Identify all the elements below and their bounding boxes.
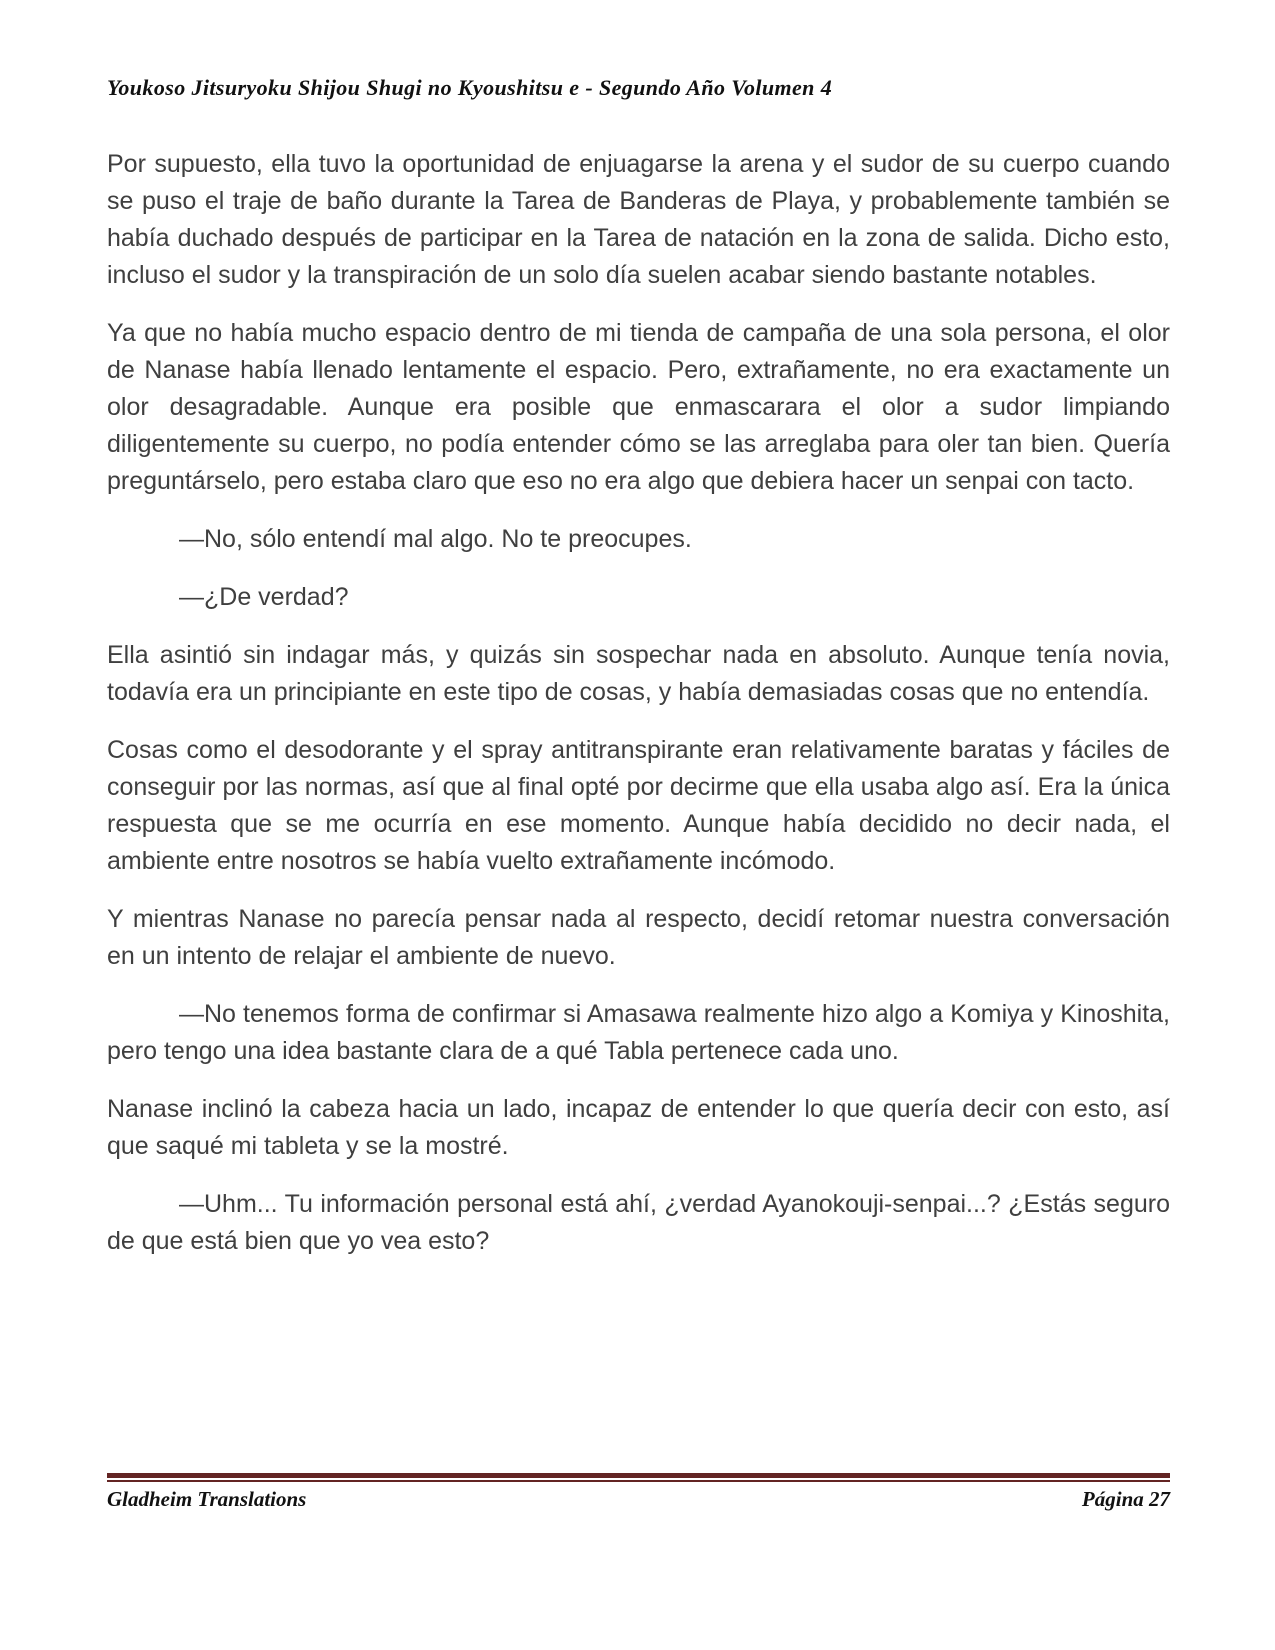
paragraph: Cosas como el desodorante y el spray antitranspirante eran relativamente baratas y fáciles de conseguir por las normas, así que al final opté por decirme que ella usaba algo así. Era la única respuesta que se me ocurría en ese momento. Aunque había decidido no decir nada, el ambiente entre nosotros se había vuelto extrañamente incómodo. xyxy=(107,736,1170,875)
page-header xyxy=(0,0,1275,102)
paragraph: Nanase inclinó la cabeza hacia un lado, incapaz de entender lo que quería decir con esto, así que saqué mi tableta y se la mostré. xyxy=(107,1095,1170,1160)
paragraph: —No, sólo entendí mal algo. No te preocupes. xyxy=(179,525,692,553)
paragraph: —Uhm... Tu información personal está ahí, ¿verdad Ayanokouji-senpai...? ¿Estás seguro de que está bien que yo vea esto? xyxy=(107,1190,1170,1255)
footer-row xyxy=(107,1487,1170,1512)
paragraph: Ella asintió sin indagar más, y quizás sin sospechar nada en absoluto. Aunque tenía novia, todavía era un principiante en este tipo de cosas, y había demasiadas cosas que no entendía. xyxy=(107,641,1170,706)
page-footer xyxy=(107,1473,1170,1512)
paragraph: Ya que no había mucho espacio dentro de mi tienda de campaña de una sola persona, el olor de Nanase había llenado lentamente el espacio. Pero, extrañamente, no era exactamente un olor desagradable. Aunque era posible que enmascarara el olor a sudor limpiando diligentemente su cuerpo, no podía entender cómo se las arreglaba para oler tan bien. Quería preguntárselo, pero estaba claro que eso no era algo que debiera hacer un senpai con tacto. xyxy=(107,319,1170,495)
page-body xyxy=(0,102,1275,1260)
translator-credit: Gladheim Translations xyxy=(107,1487,307,1511)
footer-divider xyxy=(107,1473,1170,1482)
paragraph: —¿De verdad? xyxy=(179,583,349,611)
book-title: Youkoso Jitsuryoku Shijou Shugi no Kyoushitsu e - Segundo Año Volumen 4 xyxy=(107,75,833,100)
paragraph: Por supuesto, ella tuvo la oportunidad de enjuagarse la arena y el sudor de su cuerpo cuando se puso el traje de baño durante la Tarea de Banderas de Playa, y probablemente también se había duchado después de participar en la Tarea de natación en la zona de salida. Dicho esto, incluso el sudor y la transpiración de un solo día suelen acabar siendo bastante notables. xyxy=(107,150,1170,289)
paragraph: Y mientras Nanase no parecía pensar nada al respecto, decidí retomar nuestra conversación en un intento de relajar el ambiente de nuevo. xyxy=(107,905,1170,970)
paragraph: —No tenemos forma de confirmar si Amasawa realmente hizo algo a Komiya y Kinoshita, pero tengo una idea bastante clara de a qué Tabla pertenece cada uno. xyxy=(107,1000,1170,1065)
page-number: Página 27 xyxy=(1081,1487,1170,1511)
